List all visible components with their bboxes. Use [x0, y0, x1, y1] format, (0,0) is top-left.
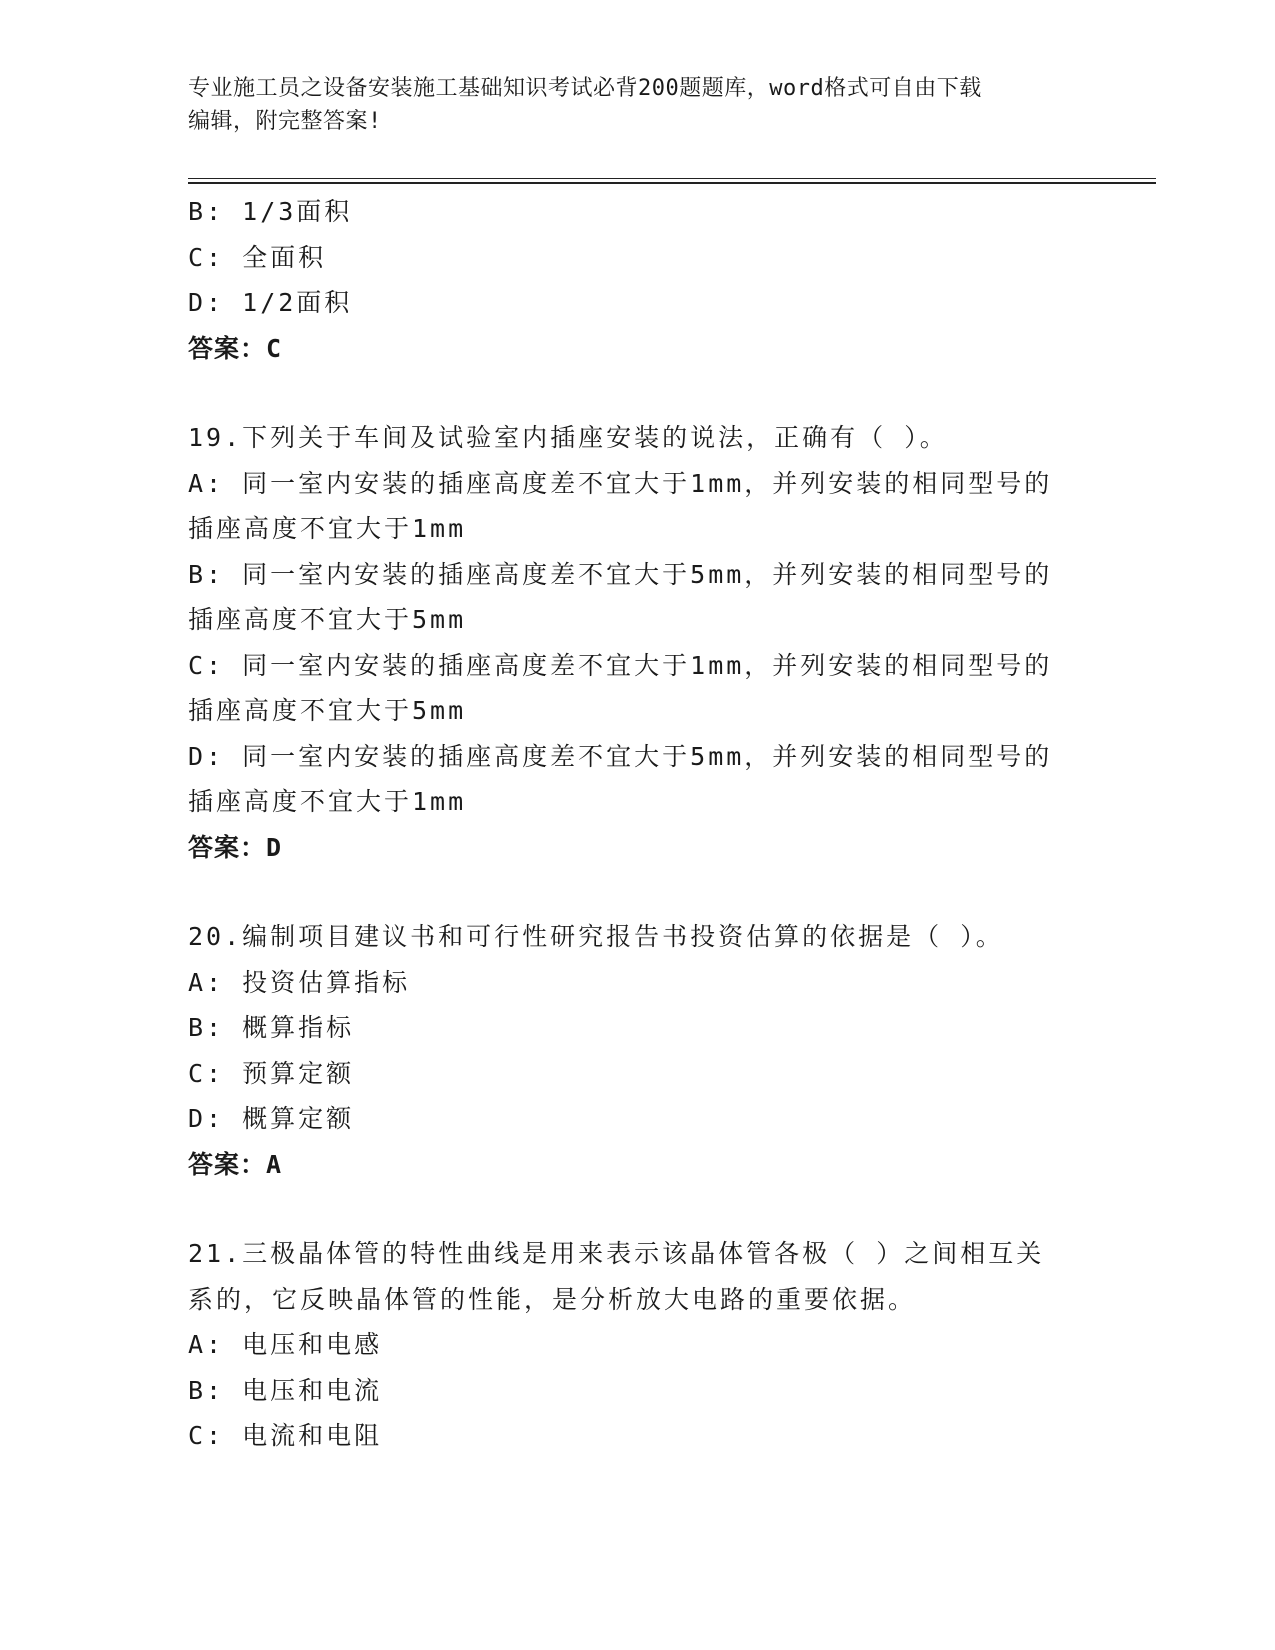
- option-b: B: 1/3面积: [188, 197, 353, 226]
- question-spacer: [188, 1187, 1068, 1231]
- question-spacer: [188, 870, 1068, 914]
- question-stem: 20.编制项目建议书和可行性研究报告书投资估算的依据是（ ）。: [188, 922, 1004, 951]
- page-header: [188, 72, 1068, 138]
- option-c: C: 预算定额: [188, 1058, 355, 1088]
- option-c: C: 电流和电阻: [188, 1421, 383, 1450]
- document-title-line-1: 专业施工员之设备安装施工基础知识考试必背200题题库，word格式可自由下载: [188, 76, 982, 101]
- question-stem-continued: 系的，它反映晶体管的性能，是分析放大电路的重要依据。: [188, 1284, 917, 1314]
- option-b: B: 电压和电流: [188, 1375, 383, 1405]
- question-19: [188, 415, 1068, 870]
- option-d: D: 1/2面积: [188, 288, 353, 317]
- document-body: [188, 189, 1068, 1459]
- question-stem: 19.下列关于车间及试验室内插座安装的说法，正确有（ ）。: [188, 423, 948, 452]
- option-d-continued: 插座高度不宜大于1mm: [188, 787, 467, 816]
- option-c: C: 同一室内安装的插座高度差不宜大于1mm，并列安装的相同型号的: [188, 650, 1053, 680]
- option-c-continued: 插座高度不宜大于5mm: [188, 696, 467, 725]
- document-title-line-2: 编辑，附完整答案!: [188, 109, 382, 134]
- option-d: D: 概算定额: [188, 1104, 355, 1133]
- question-18-tail: [188, 189, 1068, 371]
- option-b-continued: 插座高度不宜大于5mm: [188, 605, 467, 634]
- option-b: B: 概算指标: [188, 1013, 355, 1042]
- option-a: A: 投资估算指标: [188, 967, 411, 997]
- option-a: A: 电压和电感: [188, 1330, 383, 1359]
- option-a: A: 同一室内安装的插座高度差不宜大于1mm，并列安装的相同型号的: [188, 468, 1053, 498]
- question-spacer: [188, 371, 1068, 415]
- option-d: D: 同一室内安装的插座高度差不宜大于5mm，并列安装的相同型号的: [188, 741, 1053, 771]
- question-stem: 21.三极晶体管的特性曲线是用来表示该晶体管各极（ ）之间相互关: [188, 1239, 1045, 1268]
- option-b: B: 同一室内安装的插座高度差不宜大于5mm，并列安装的相同型号的: [188, 559, 1053, 589]
- option-c: C: 全面积: [188, 242, 327, 272]
- answer: 答案：A: [188, 1149, 283, 1179]
- option-a-continued: 插座高度不宜大于1mm: [188, 514, 467, 543]
- question-20: [188, 914, 1068, 1187]
- header-divider-thin: [188, 178, 1156, 179]
- answer: 答案：C: [188, 333, 283, 363]
- header-divider-thick: [188, 182, 1156, 184]
- answer: 答案：D: [188, 832, 283, 862]
- question-21: [188, 1231, 1068, 1459]
